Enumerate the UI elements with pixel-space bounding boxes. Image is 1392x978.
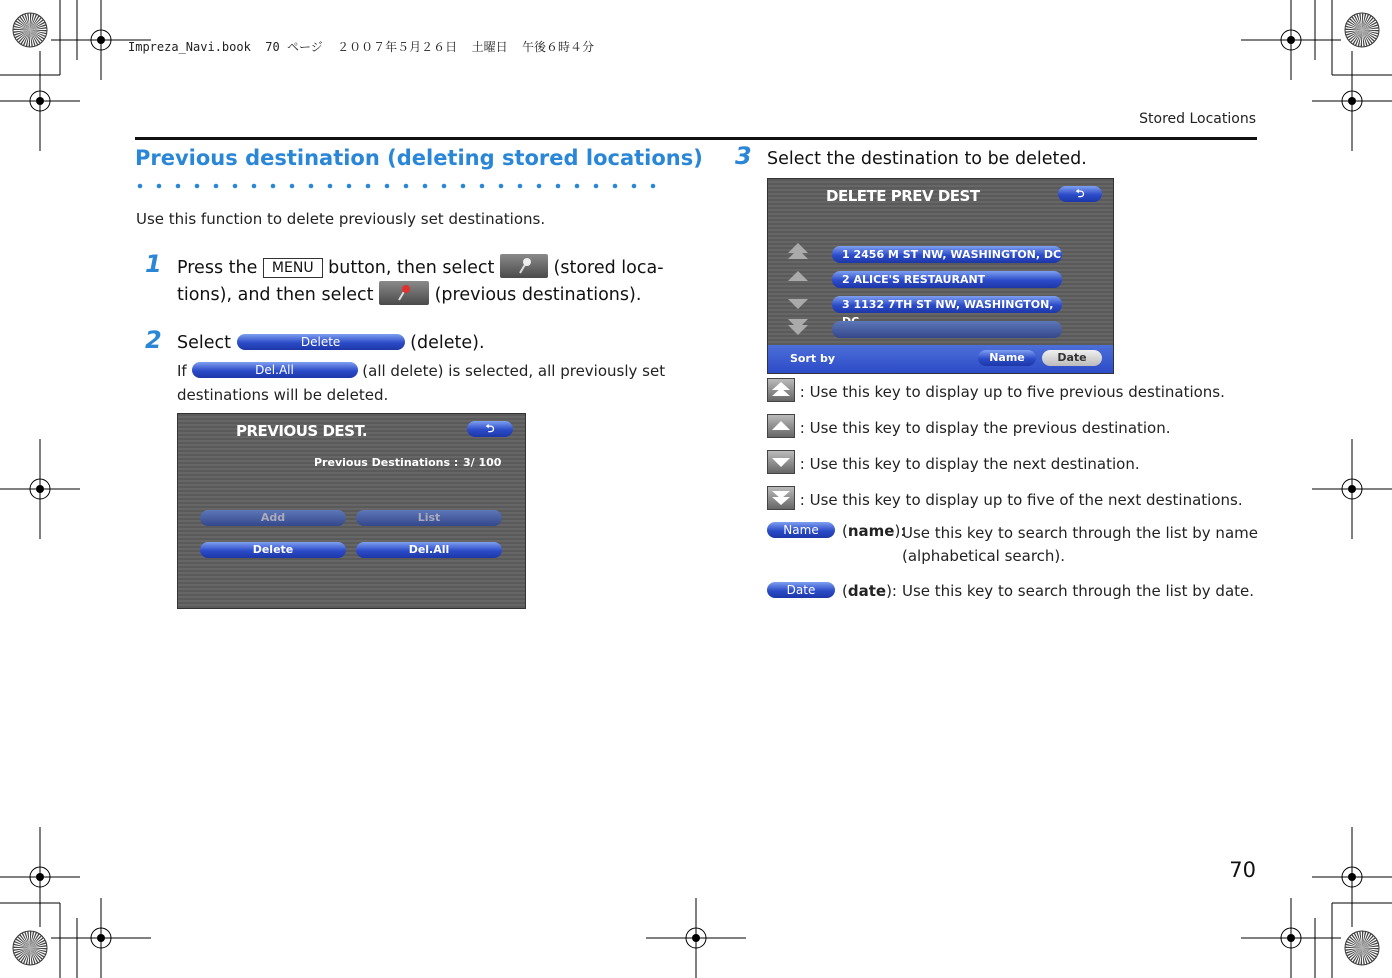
step-number: 3 (735, 142, 752, 170)
paren: ): (886, 582, 897, 600)
key-desc-text: : Use this key to display up to five previous destinations. (799, 383, 1225, 401)
back-button-image: ⮌ (1058, 186, 1102, 202)
step-text: Press the (177, 258, 258, 278)
add-button-image: Add (200, 510, 346, 526)
step-number: 1 (145, 250, 162, 278)
date-key-desc: Use this key to search through the list by date. (902, 582, 1255, 600)
divider-dot (480, 184, 485, 189)
screen-title: DELETE PREV DEST (826, 187, 980, 205)
key-desc-row (767, 450, 1140, 474)
divider-dot (214, 184, 219, 189)
delete-button-image: Delete (237, 334, 405, 350)
stored-locations-icon (500, 254, 548, 278)
step-text: (previous destinations). (434, 285, 642, 305)
delete-prev-dest-screenshot (767, 178, 1114, 374)
paren: ( (842, 582, 848, 600)
divider-dot (556, 184, 561, 189)
divider-dot (157, 184, 162, 189)
back-button-image: ⮌ (467, 421, 513, 437)
divider-dot (404, 184, 409, 189)
delete-button-image: Delete (200, 542, 346, 558)
divider-dot (290, 184, 295, 189)
step-text: (stored loca- (553, 258, 664, 278)
list-item (832, 321, 1062, 338)
step-text: button, then select (328, 258, 495, 278)
divider-dot (575, 184, 580, 189)
divider-dot (461, 184, 466, 189)
list-item: 1 2456 M ST NW, WASHINGTON, DC (832, 246, 1062, 263)
menu-key: MENU (263, 258, 323, 278)
divider-dot (499, 184, 504, 189)
sort-label: Sort by (790, 352, 836, 365)
key-desc-text: : Use this key to display up to five of the next destinations. (799, 491, 1243, 509)
sort-date-button-image: Date (1042, 350, 1102, 366)
divider-dot (594, 184, 599, 189)
key-desc-text: Use this key to search through the list by name (902, 524, 1258, 542)
divider-dot (651, 184, 656, 189)
note-text: destinations will be deleted. (177, 386, 389, 404)
page-number: 70 (1229, 858, 1256, 882)
counter-label: Previous Destinations : (314, 456, 459, 469)
name-key-desc (902, 522, 1262, 568)
step-2-note (177, 359, 667, 407)
del-all-button-image: Del.All (192, 362, 358, 378)
double-up-arrow-icon (767, 378, 795, 402)
name-key-row (767, 522, 835, 540)
del-all-button-image: Del.All (356, 542, 502, 558)
divider-dot (385, 184, 390, 189)
key-desc-text: : Use this key to display the next destination. (799, 455, 1140, 473)
up-arrow-icon (767, 414, 795, 438)
counter-value: 3/ 100 (463, 456, 502, 469)
date-key-label (842, 582, 897, 600)
print-header: Impreza_Navi.book 70 ページ ２００７年５月２６日 土曜日 午後６時４分 (128, 40, 595, 54)
screen-title: PREVIOUS DEST. (236, 422, 368, 440)
section-title: Previous destination (deleting stored locations) (135, 146, 703, 170)
name-key-label (842, 522, 905, 540)
date-key-row (767, 582, 835, 600)
step-text: tions), and then select (177, 285, 374, 305)
divider-dot (309, 184, 314, 189)
step-2 (177, 330, 677, 356)
divider-dot (442, 184, 447, 189)
key-desc-text: (alphabetical search). (902, 547, 1066, 565)
key-desc-row (767, 414, 1171, 438)
step-text: (delete). (410, 333, 485, 353)
key-desc-row (767, 378, 1225, 402)
list-button-image: List (356, 510, 502, 526)
divider-dot (366, 184, 371, 189)
divider-dot (328, 184, 333, 189)
running-head: Stored Locations (1139, 111, 1256, 127)
divider-dot (537, 184, 542, 189)
divider-dot (271, 184, 276, 189)
divider-dot (138, 184, 143, 189)
divider-dot (632, 184, 637, 189)
divider-dot (252, 184, 257, 189)
key-desc-text: : Use this key to display the previous destination. (799, 419, 1171, 437)
scroll-arrows-image (786, 241, 810, 341)
list-item: 2 ALICE'S RESTAURANT (832, 271, 1062, 288)
sort-name-button-image: Name (978, 350, 1036, 366)
previous-dest-screenshot (177, 413, 526, 609)
name-button-image: Name (767, 522, 835, 538)
down-arrow-icon (767, 450, 795, 474)
divider-dot (195, 184, 200, 189)
divider-dot (176, 184, 181, 189)
step-text: Select (177, 333, 231, 353)
date-label: date (847, 582, 887, 600)
divider-dot (347, 184, 352, 189)
step-3-text: Select the destination to be deleted. (767, 149, 1087, 169)
header-rule (135, 137, 1257, 140)
paren: ( (842, 522, 848, 540)
dotted-divider (137, 180, 657, 192)
list-item: 3 1132 7TH ST NW, WASHINGTON, (832, 296, 1062, 313)
step-number: 2 (145, 326, 162, 354)
name-label: name (847, 522, 895, 540)
divider-dot (233, 184, 238, 189)
divider-dot (613, 184, 618, 189)
note-text: (all delete) is selected, all previously set (362, 362, 666, 380)
note-text: If (177, 362, 187, 380)
divider-dot (518, 184, 523, 189)
sort-bar (768, 345, 1113, 373)
double-down-arrow-icon (767, 486, 795, 510)
previous-destinations-icon (379, 281, 429, 305)
key-desc-row (767, 486, 1243, 510)
date-button-image: Date (767, 582, 835, 598)
intro-text: Use this function to delete previously set destinations. (136, 210, 546, 228)
paren: ): (894, 522, 906, 540)
divider-dot (423, 184, 428, 189)
step-1 (177, 254, 677, 308)
